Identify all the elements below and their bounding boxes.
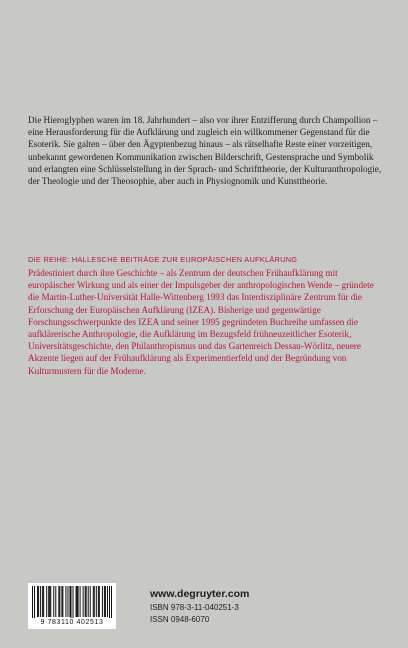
blurb-paragraph: Die Hieroglyphen waren im 18. Jahrhundert – also vor ihrer Entzifferung durch Champollion – eine Herausforderung für die Aufklärung und zugleich ein willkommener Gegenstand für die Esoterik. Sie galten – über den Ägyptenbezug hinaus – als rätselhafte Reste einer vorzeitigen, unbekannt gewordenen Kommunikation zwischen Bilderschrift, Gestensprache und Symbolik und erlangten eine Schlüsselstellung in der Sprach- und Schrifttheorie, der Kulturanthropologie, der Theologie und der Theosophie, aber auch in Physiognomik und Kunsttheorie.: [28, 115, 382, 187]
barcode-digits: 9 783110 402513: [40, 619, 104, 626]
issn: ISSN 0948-6070: [150, 615, 210, 624]
publisher-url[interactable]: www.degruyter.com: [150, 588, 250, 600]
series-description: Prädestiniert durch ihre Geschichte – als Zentrum der deutschen Frühaufklärung mit europäischer Wirkung und als einer der Impulsgeber der anthropologischen Wende – gründete die Martin-Luther-Universität Halle-Wittenberg 1993 das Interdisziplinäre Zentrum für die Erforschung der Europäischen Aufklärung (IZEA). Bisherige und gegenwärtige Forschungsschwerpunkte des IZEA und seiner 1995 gegründeten Buchreihe umfassen die aufklärerische Anthropologie, die Aufklärung im Bezugsfeld frühneuzeitlicher Esoterik, Universitätsgeschichte, den Philanthropismus und das Gartenreich Dessau-Wörlitz, neuere Akzente liegen auf der Frühaufklärung als Experimentierfeld und der Begründung von Kulturmustern für die Moderne.: [28, 268, 374, 376]
barcode-bars: [32, 586, 112, 618]
isbn: ISBN 978-3-11-040251-3: [150, 603, 239, 612]
barcode: [28, 583, 116, 629]
series-heading: DIE REIHE: HALLESCHE BEITRÄGE ZUR EUROPÄISCHEN AUFKLÄRUNG: [28, 255, 298, 264]
